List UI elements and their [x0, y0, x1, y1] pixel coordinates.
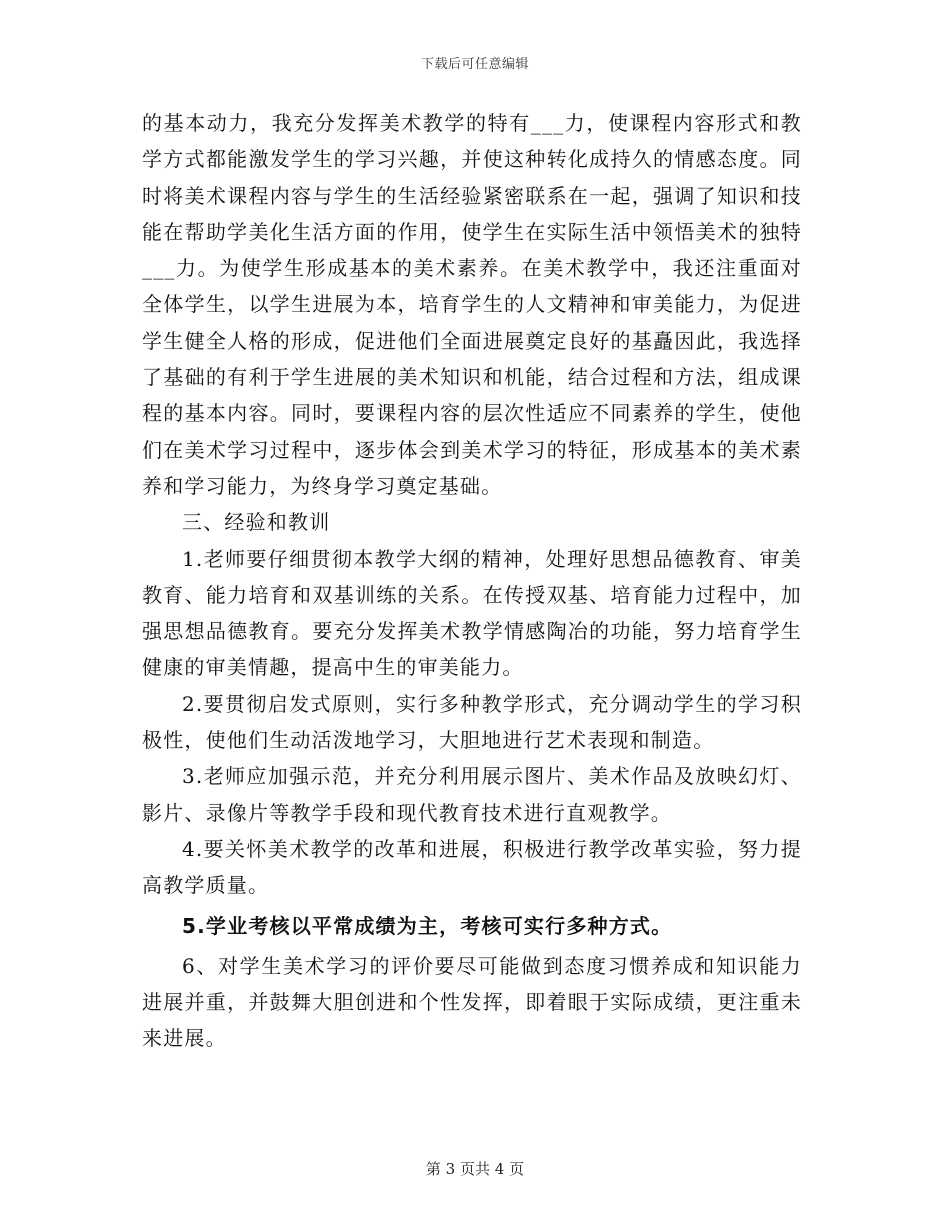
- list-item-1: 1.老师要仔细贯彻本教学大纲的精神，处理好思想品德教育、审美教育、能力培育和双基训练的关系。在传授双基、培育能力过程中，加强思想品德教育。要充分发挥美术教学情感陶冶的功能，努力培育学生健康的审美情趣，提高中生的审美能力。: [142, 546, 802, 680]
- document-body: [142, 105, 802, 1057]
- page-header: 下载后可任意编辑: [420, 57, 529, 72]
- list-item-5-bold: 5.学业考核以平常成绩为主，考核可实行多种方式。: [182, 913, 673, 938]
- page-footer: 第 3 页共 4 页: [425, 1160, 525, 1178]
- list-item-2: 2.要贯彻启发式原则，实行多种教学形式，充分调动学生的学习积极性，使他们生动活泼地学习，大胆地进行艺术表现和制造。: [142, 691, 802, 753]
- list-item-4: 4.要关怀美术教学的改革和进展，积极进行教学改革实验，努力提高教学质量。: [142, 836, 802, 898]
- intro-paragraph: 的基本动力，我充分发挥美术教学的特有___力，使课程内容形式和教学方式都能激发学生的学习兴趣，并使这种转化成持久的情感态度。同时将美术课程内容与学生的生活经验紧密联系在一起，强调了知识和技能在帮助学美化生活方面的作用，使学生在实际生活中领悟美术的独特___力。为使学生形成基本的美术素养。在美术教学中，我还注重面对全体学生，以学生进展为本，培育学生的人文精神和审美能力，为促进学生健全人格的形成，促进他们全面进展奠定良好的基矗因此，我选择了基础的有利于学生进展的美术知识和机能，结合过程和方法，组成课程的基本内容。同时，要课程内容的层次性适应不同素养的学生，使他们在美术学习过程中，逐步体会到美术学习的特征，形成基本的美术素养和学习能力，为终身学习奠定基础。: [142, 111, 802, 498]
- section-heading: 三、经验和教训: [182, 510, 331, 535]
- list-item-3: 3.老师应加强示范，并充分利用展示图片、美术作品及放映幻灯、影片、录像片等教学手段和现代教育技术进行直观教学。: [142, 764, 802, 825]
- list-item-6: 6、对学生美术学习的评价要尽可能做到态度习惯养成和知识能力进展并重，并鼓舞大胆创进和个性发挥，即着眼于实际成绩，更注重未来进展。: [142, 953, 802, 1051]
